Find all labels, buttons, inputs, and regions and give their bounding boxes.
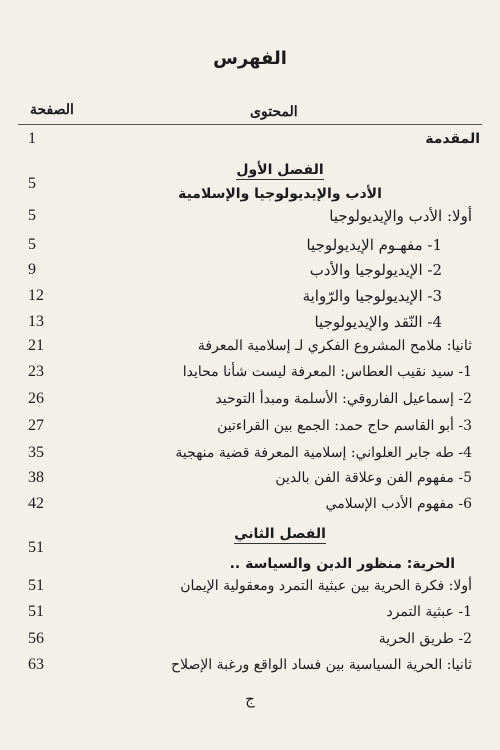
entry-page: 51 <box>28 539 44 556</box>
toc-entry <box>0 414 500 438</box>
entry-page: 21 <box>28 337 44 354</box>
toc-entry <box>0 627 500 651</box>
entry-text: 3- أبو القاسم حاج حمد: الجمع بين القراءتين <box>217 418 472 434</box>
entry-page: 42 <box>28 495 44 512</box>
entry-text: 4- طه جابر العلواني: إسلامية المعرفة قضية منهجية <box>175 445 472 461</box>
entry-text: ثانيا: الحرية السياسية بين فساد الواقع ورغبة الإصلاح <box>171 657 472 673</box>
column-header-content: المحتوى <box>250 104 298 120</box>
entry-page: 5 <box>28 175 36 192</box>
entry-text: الفصل الثاني <box>234 526 326 542</box>
entry-text: الفصل الأول <box>236 162 324 178</box>
page-number: ج <box>245 690 255 708</box>
entry-text: 4- النّقد والإيديولوجيا <box>314 313 442 331</box>
header-divider <box>18 124 482 125</box>
toc-entry <box>0 310 500 334</box>
entry-text: ثانيا: ملامح المشروع الفكري لـ إسلامية المعرفة <box>197 338 472 354</box>
entry-text: 2- إسماعيل الفاروقي: الأسلمة ومبدأ التوحيد <box>215 391 472 407</box>
toc-entry <box>0 466 500 490</box>
entry-text: 2- طريق الحرية <box>378 631 472 647</box>
toc-entry <box>0 387 500 411</box>
column-header-page: الصفحة <box>30 102 74 118</box>
entry-text: 3- الإيديولوجيا والرّواية <box>302 287 442 305</box>
entry-page: 23 <box>28 363 44 380</box>
toc-entry <box>0 233 500 257</box>
entry-page: 63 <box>28 656 44 673</box>
entry-text: أولا: فكرة الحرية بين عبثية التمرد ومعقولية الإيمان <box>180 578 472 594</box>
entry-text: 1- عبثية التمرد <box>386 604 472 620</box>
entry-page: 5 <box>28 236 36 253</box>
entry-text: 2- الإيديولوجيا والأدب <box>309 261 442 279</box>
entry-page: 35 <box>28 444 44 461</box>
page-title: الفهرس <box>213 48 287 69</box>
entry-page: 56 <box>28 630 44 647</box>
toc-entry <box>0 600 500 624</box>
entry-page: 51 <box>28 603 44 620</box>
toc-entry <box>0 492 500 516</box>
entry-page: 5 <box>28 207 36 224</box>
chapter-title <box>0 172 500 202</box>
toc-entry <box>0 441 500 465</box>
entry-page: 1 <box>28 130 36 147</box>
entry-page: 26 <box>28 390 44 407</box>
toc-entry <box>0 653 500 677</box>
entry-page: 9 <box>28 261 36 278</box>
entry-text: 6- مفهوم الأدب الإسلامي <box>325 496 472 512</box>
entry-text: 1- سيد نقيب العطاس: المعرفة ليست شأنا محايدا <box>182 364 472 380</box>
entry-page: 13 <box>28 313 44 330</box>
chapter-title <box>0 536 500 572</box>
entry-page: 12 <box>28 287 44 304</box>
toc-entry <box>0 574 500 598</box>
entry-text: أولا: الأدب والإيديولوجيا <box>329 207 472 225</box>
entry-text: الحرية: منظور الدين والسياسة .. <box>229 556 455 572</box>
toc-entry <box>0 127 500 151</box>
entry-text: 5- مفهوم الفن وعلاقة الفن بالدين <box>275 470 472 486</box>
entry-text: الأدب والإيديولوجيا والإسلامية <box>178 186 382 202</box>
toc-entry <box>0 284 500 308</box>
entry-text: المقدمة <box>425 131 480 147</box>
entry-page: 27 <box>28 417 44 434</box>
entry-page: 38 <box>28 469 44 486</box>
toc-entry <box>0 258 500 282</box>
toc-entry <box>0 204 500 228</box>
toc-entry <box>0 360 500 384</box>
toc-entry <box>0 334 500 358</box>
entry-text: 1- مفهـوم الإيديولوجيا <box>306 236 442 254</box>
entry-page: 51 <box>28 577 44 594</box>
